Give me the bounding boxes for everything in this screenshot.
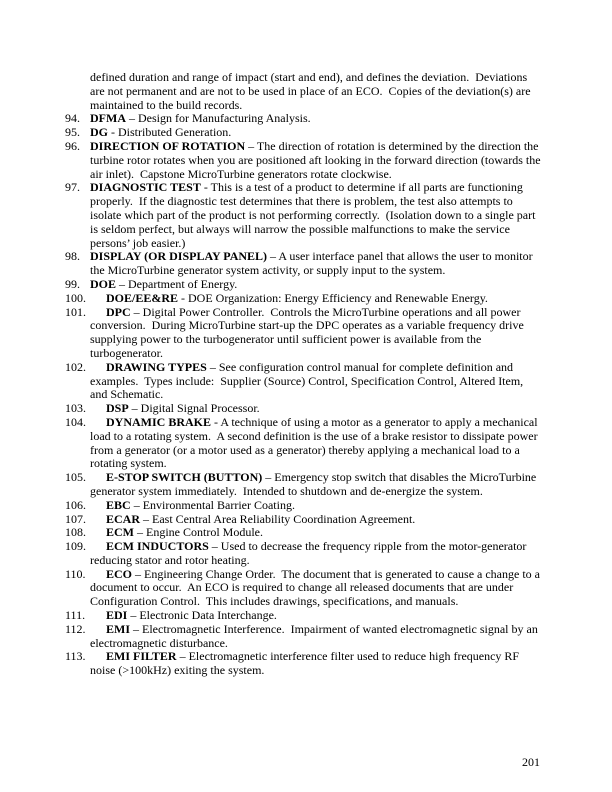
page-number: 201 xyxy=(522,755,540,769)
entry-number: 101. xyxy=(65,304,86,319)
glossary-entry xyxy=(65,250,542,278)
entry-definition: – Design for Manufacturing Analysis. xyxy=(126,111,311,126)
glossary-entry xyxy=(65,112,542,126)
glossary-entry xyxy=(65,623,542,651)
entry-term: EBC xyxy=(106,497,131,512)
page-content xyxy=(65,71,542,678)
entry-number: 102. xyxy=(65,359,86,374)
entry-definition: – Environmental Barrier Coating. xyxy=(130,497,295,512)
entry-number: 109. xyxy=(65,539,86,554)
entry-definition: – Electromagnetic Interference. Impairment of wanted electromagnetic signal by an electromagnetic disturbance. xyxy=(90,621,541,650)
entry-term: DRAWING TYPES xyxy=(106,359,207,374)
glossary-list xyxy=(65,112,542,678)
entry-number: 95. xyxy=(65,125,80,140)
entry-term: DFMA xyxy=(90,111,126,126)
glossary-entry xyxy=(65,278,542,292)
entry-term: EDI xyxy=(106,608,128,623)
entry-term: ECAR xyxy=(106,511,141,526)
entry-number: 98. xyxy=(65,249,80,264)
entry-term: DYNAMIC BRAKE xyxy=(106,414,211,429)
entry-definition: – Department of Energy. xyxy=(116,276,238,291)
entry-definition: – Emergency stop switch that disables the MicroTurbine generator system immediately. Intended to shutdown and de-energize the system. xyxy=(90,470,540,498)
entry-number: 96. xyxy=(65,138,80,153)
entry-term: EMI FILTER xyxy=(106,649,177,664)
entry-definition: – Electromagnetic interference filter used to reduce high frequency RF noise (>100kHz) exiting the system. xyxy=(90,649,523,678)
entry-term: ECO xyxy=(106,566,133,581)
entry-definition: – Used to decrease the frequency ripple from the motor-generator reducing stator and rotor heating. xyxy=(90,539,530,567)
entry-term: E-STOP SWITCH (BUTTON) xyxy=(106,470,263,485)
glossary-entry xyxy=(65,306,542,361)
glossary-entry xyxy=(65,181,542,250)
glossary-entry xyxy=(65,609,542,623)
entry-term: DOE xyxy=(90,276,117,291)
entry-number: 94. xyxy=(65,111,80,126)
entry-number: 100. xyxy=(65,290,86,305)
entry-number: 108. xyxy=(65,525,86,540)
entry-definition: - A technique of using a motor as a generator to apply a mechanical load to a rotating system. A second definition is the use of a brake resistor to dissipate power from a generator (or a motor used as a generator) thereby applying a mechanical load to a rotating system. xyxy=(90,414,541,471)
entry-number: 97. xyxy=(65,180,80,195)
entry-number: 113. xyxy=(65,649,86,664)
glossary-entry xyxy=(65,650,542,678)
entry-term: DOE/EE&RE xyxy=(106,290,179,305)
entry-term: DIRECTION OF ROTATION xyxy=(90,138,246,153)
glossary-entry xyxy=(65,526,542,540)
entry-number: 103. xyxy=(65,401,86,416)
intro-paragraph: defined duration and range of impact (start and end), and defines the deviation. Deviations are not permanent and are not to be used in place of an ECO. Copies of the deviation(s) are maintained to the build records. xyxy=(90,70,534,112)
entry-number: 110. xyxy=(65,566,86,581)
glossary-entry xyxy=(65,540,542,568)
glossary-entry xyxy=(65,361,542,402)
entry-definition: – East Central Area Reliability Coordination Agreement. xyxy=(140,511,416,526)
glossary-entry xyxy=(65,140,542,181)
entry-term: DSP xyxy=(106,401,129,416)
entry-term: DG xyxy=(90,125,108,140)
entry-definition: - This is a test of a product to determine if all parts are functioning properly. If the diagnostic test determines that there is problem, the test also attempts to isolate which part of the product is not performing correctly. (Isolation down to a single part is seldom perfect, but always will narrow the possible malfunctions to make the service persons’ job easier.) xyxy=(90,180,539,250)
entry-term: ECM xyxy=(106,525,134,540)
entry-definition: – Digital Signal Processor. xyxy=(128,401,260,416)
entry-definition: – A user interface panel that allows the user to monitor the MicroTurbine generator system activity, or supply input to the system. xyxy=(90,249,536,278)
entry-number: 112. xyxy=(65,621,86,636)
entry-definition: – Engineering Change Order. The document that is generated to cause a change to a document to occur. An ECO is required to change all released documents that are under Configuration Control. This includes drawings, specifications, and manuals. xyxy=(90,566,543,609)
entry-number: 104. xyxy=(65,414,86,429)
entry-definition: – Engine Control Module. xyxy=(134,525,263,540)
entry-number: 99. xyxy=(65,276,80,291)
entry-term: ECM INDUCTORS xyxy=(106,539,209,554)
entry-number: 111. xyxy=(65,608,86,623)
entry-definition: - Distributed Generation. xyxy=(108,125,232,140)
glossary-entry xyxy=(65,513,542,527)
entry-term: DPC xyxy=(106,304,131,319)
entry-number: 107. xyxy=(65,511,86,526)
glossary-entry xyxy=(65,292,542,306)
entry-term: DISPLAY (OR DISPLAY PANEL) xyxy=(90,249,268,264)
glossary-entry xyxy=(65,568,542,609)
glossary-entry xyxy=(65,499,542,513)
entry-term: EMI xyxy=(106,621,130,636)
entry-number: 106. xyxy=(65,497,86,512)
entry-number: 105. xyxy=(65,470,86,485)
entry-definition: - DOE Organization: Energy Efficiency and Renewable Energy. xyxy=(178,290,488,305)
entry-term: DIAGNOSTIC TEST xyxy=(90,180,201,195)
entry-definition: – The direction of rotation is determined by the direction the turbine rotor rotates when you are positioned aft looking in the forward direction (towards the air inlet). Capstone MicroTurbine generators rotate clockwise. xyxy=(90,138,544,181)
entry-definition: – Electronic Data Interchange. xyxy=(127,608,277,623)
entry-definition: – See configuration control manual for complete definition and examples. Types include: Supplier (Source) Control, Specification Control, Altered Item, and Schematic. xyxy=(90,359,527,402)
glossary-entry xyxy=(65,126,542,140)
entry-definition: – Digital Power Controller. Controls the MicroTurbine operations and all power conversion. During MicroTurbine start-up the DPC operates as a variable frequency drive supplying power to the turbogenerator until sufficient power is available from the turbogenerator. xyxy=(90,304,527,360)
glossary-entry xyxy=(65,416,542,471)
glossary-entry xyxy=(65,471,542,499)
glossary-entry xyxy=(65,402,542,416)
